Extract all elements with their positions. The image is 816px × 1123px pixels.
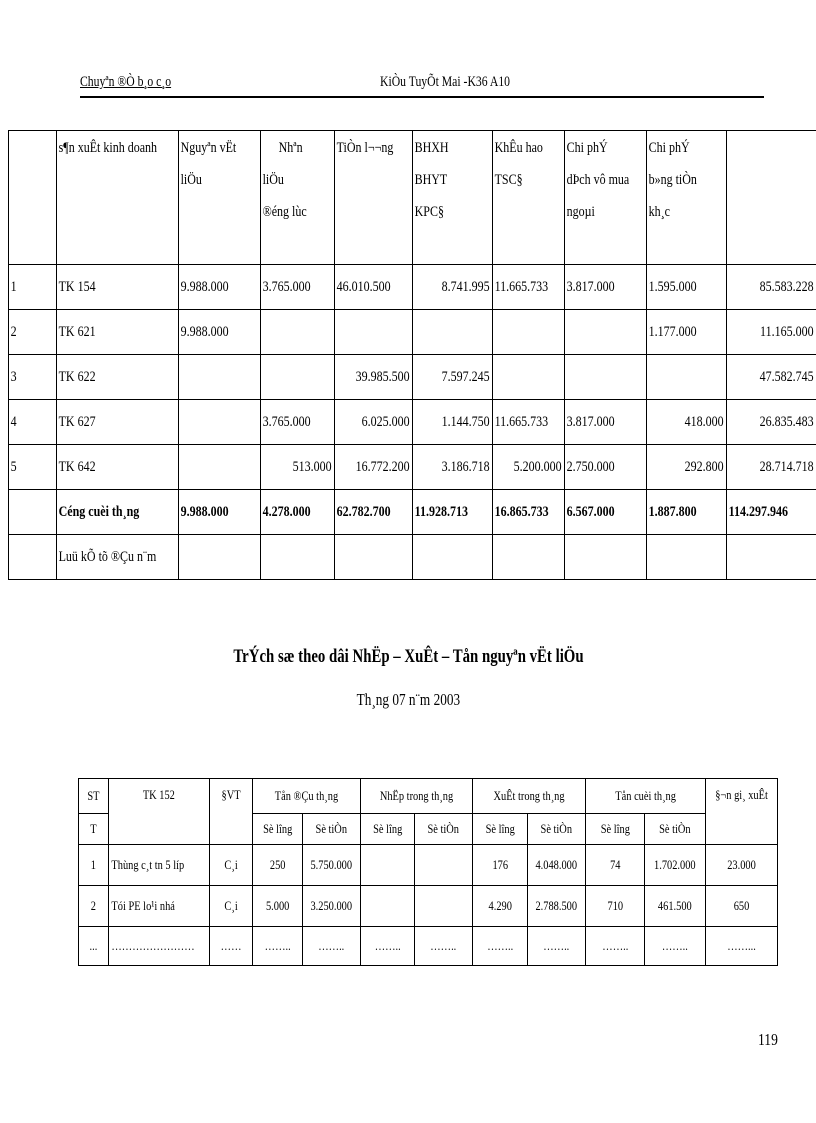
t2-cell: …….. — [303, 927, 361, 966]
t2-head-stt: ST — [79, 779, 109, 814]
t2-cell: 5.000 — [252, 886, 302, 927]
t1-cell: 4 — [9, 400, 57, 445]
header-author: KiÒu TuyÕt Mai -K36 A10 — [380, 74, 511, 90]
table1-row — [9, 355, 816, 400]
t1-cell: 3.765.000 — [261, 265, 335, 310]
t2-head-unit: §VT — [209, 779, 252, 845]
t2-cell: 176 — [472, 845, 528, 886]
t1-cell: 28.714.718 — [727, 445, 816, 490]
t1-cell: 2 — [9, 310, 57, 355]
t1-cell — [9, 535, 57, 580]
t1-cell — [179, 400, 261, 445]
t2-sub-6: Sè lîng — [585, 814, 645, 845]
t1-cell: 3.817.000 — [565, 265, 647, 310]
t2-head-closing: Tån cuèi th¸ng — [585, 779, 705, 814]
ledger-subtitle: Th¸ng 07 n¨m 2003 — [356, 690, 460, 709]
t1-cell — [565, 355, 647, 400]
t1-head-0 — [9, 131, 57, 265]
t1-cell: 5 — [9, 445, 57, 490]
table1-row — [9, 490, 816, 535]
t1-cell — [261, 355, 335, 400]
t1-cell: 1 — [9, 265, 57, 310]
t2-cell — [360, 845, 414, 886]
t1-cell — [493, 310, 565, 355]
t1-cell: 16.865.733 — [493, 490, 565, 535]
t1-cell: TK 642 — [57, 445, 179, 490]
t1-cell: 3 — [9, 355, 57, 400]
page-number: 119 — [758, 1030, 778, 1049]
t2-sub-2: Sè lîng — [360, 814, 414, 845]
t1-cell: Céng cuèi th¸ng — [57, 490, 179, 535]
ledger-title: TrÝch sæ theo dâi NhËp – XuÊt – Tån nguyªn vËt liÖu — [232, 646, 584, 667]
t1-cell: 85.583.228 — [727, 265, 816, 310]
t2-cell: 650 — [705, 886, 777, 927]
t2-cell: C¸i — [209, 886, 252, 927]
t2-sub-3: Sè tiÒn — [415, 814, 473, 845]
t2-cell: …….. — [415, 927, 473, 966]
t1-cell: Luü kÕ tõ ®Çu n¨m — [57, 535, 179, 580]
t1-cell: 11.665.733 — [493, 265, 565, 310]
t2-cell — [415, 886, 473, 927]
t1-cell: TK 627 — [57, 400, 179, 445]
header-left-title: Chuyªn ®Ò b¸o c¸o — [80, 74, 172, 90]
t1-cell: TK 622 — [57, 355, 179, 400]
t1-cell: 11.165.000 — [727, 310, 816, 355]
t1-cell: 47.582.745 — [727, 355, 816, 400]
t2-cell: …….. — [472, 927, 528, 966]
t1-cell: 11.928.713 — [413, 490, 493, 535]
t1-cell: TK 154 — [57, 265, 179, 310]
t2-cell: 23.000 — [705, 845, 777, 886]
t2-cell: Thùng c¸t tn 5 líp — [108, 845, 209, 886]
t1-head-8: Chi phÝ b»ng tiÒn kh¸c — [647, 131, 727, 265]
t2-cell: …….. — [645, 927, 706, 966]
table1-row — [9, 445, 816, 490]
t1-cell — [9, 490, 57, 535]
t1-cell: 6.567.000 — [565, 490, 647, 535]
t1-head-5: BHXH BHYT KPC§ — [413, 131, 493, 265]
t1-head-1: s¶n xuÊt kinh doanh — [57, 131, 179, 265]
t2-cell: …….. — [360, 927, 414, 966]
t1-cell — [493, 355, 565, 400]
t2-cell: 74 — [585, 845, 645, 886]
t1-cell: 1.177.000 — [647, 310, 727, 355]
t2-head-tk: TK 152 — [108, 779, 209, 845]
t1-cell: 1.887.800 — [647, 490, 727, 535]
t2-cell: …….. — [528, 927, 586, 966]
t1-cell: 62.782.700 — [335, 490, 413, 535]
t1-cell: 4.278.000 — [261, 490, 335, 535]
t2-sub-4: Sè lîng — [472, 814, 528, 845]
t1-cell: 9.988.000 — [179, 265, 261, 310]
t2-head-stt-t: T — [79, 814, 109, 845]
t2-cell: 461.500 — [645, 886, 706, 927]
t2-cell: 1 — [79, 845, 109, 886]
t1-cell: 9.988.000 — [179, 310, 261, 355]
table2-row — [79, 927, 778, 966]
t2-sub-5: Sè tiÒn — [528, 814, 586, 845]
table1-row — [9, 535, 816, 580]
t1-head-9 — [727, 131, 816, 265]
t1-cell: 6.025.000 — [335, 400, 413, 445]
t2-cell: ……... — [705, 927, 777, 966]
t2-cell: 710 — [585, 886, 645, 927]
t1-cell — [493, 535, 565, 580]
t1-cell: 3.765.000 — [261, 400, 335, 445]
t1-cell: 9.988.000 — [179, 490, 261, 535]
t1-cell: 292.800 — [647, 445, 727, 490]
t1-cell — [179, 355, 261, 400]
t2-sub-1: Sè tiÒn — [303, 814, 361, 845]
t1-cell: 3.817.000 — [565, 400, 647, 445]
t2-head-opening: Tån ®Çu th¸ng — [252, 779, 360, 814]
t1-cell: 418.000 — [647, 400, 727, 445]
t1-cell: 11.665.733 — [493, 400, 565, 445]
t1-cell — [179, 535, 261, 580]
t1-head-7: Chi phÝ dÞch vô mua ngoµi — [565, 131, 647, 265]
table1-row — [9, 400, 816, 445]
t2-cell: …….. — [585, 927, 645, 966]
t1-cell — [727, 535, 816, 580]
t1-head-3: Nhªn liÖu ®éng lùc — [261, 131, 335, 265]
t2-cell: 3.250.000 — [303, 886, 361, 927]
t2-cell — [415, 845, 473, 886]
table1-row — [9, 310, 816, 355]
t1-cell — [647, 535, 727, 580]
t1-head-2: Nguyªn vËt liÖu — [179, 131, 261, 265]
t2-sub-0: Sè lîng — [252, 814, 302, 845]
cost-allocation-table — [8, 130, 816, 580]
t1-cell — [335, 535, 413, 580]
t1-cell — [261, 310, 335, 355]
t1-cell: 3.186.718 — [413, 445, 493, 490]
t1-cell: 46.010.500 — [335, 265, 413, 310]
t1-cell — [413, 535, 493, 580]
t2-cell: 1.702.000 — [645, 845, 706, 886]
t1-cell: 39.985.500 — [335, 355, 413, 400]
header-rule — [80, 96, 764, 98]
t2-cell: 250 — [252, 845, 302, 886]
t1-cell — [179, 445, 261, 490]
t1-cell — [261, 535, 335, 580]
t1-cell: 1.144.750 — [413, 400, 493, 445]
t1-cell: 5.200.000 — [493, 445, 565, 490]
t1-head-6: KhÊu hao TSC§ — [493, 131, 565, 265]
t2-cell: 2 — [79, 886, 109, 927]
t1-cell — [413, 310, 493, 355]
table1-row — [9, 265, 816, 310]
t1-cell: 2.750.000 — [565, 445, 647, 490]
t1-cell: 16.772.200 — [335, 445, 413, 490]
t1-cell — [565, 535, 647, 580]
t2-head-out: XuÊt trong th¸ng — [472, 779, 585, 814]
t2-cell: 4.048.000 — [528, 845, 586, 886]
t2-header-row-1 — [79, 779, 778, 814]
inventory-ledger-table — [78, 778, 778, 966]
t1-cell: 1.595.000 — [647, 265, 727, 310]
t1-cell: 513.000 — [261, 445, 335, 490]
table2-row — [79, 845, 778, 886]
t2-head-price: §¬n gi¸ xuÊt — [705, 779, 777, 845]
t2-cell: 4.290 — [472, 886, 528, 927]
t2-cell: ... — [79, 927, 109, 966]
t1-cell — [647, 355, 727, 400]
t1-head-4: TiÒn l¬¬ng — [335, 131, 413, 265]
table1-header-row — [9, 131, 816, 265]
t1-cell: 8.741.995 — [413, 265, 493, 310]
t1-cell: TK 621 — [57, 310, 179, 355]
t2-cell: 2.788.500 — [528, 886, 586, 927]
t2-cell: …………………… — [108, 927, 209, 966]
t2-cell: Tói PE lo¹i nhá — [108, 886, 209, 927]
t2-head-in: NhËp trong th¸ng — [360, 779, 472, 814]
t1-cell — [565, 310, 647, 355]
t2-cell — [360, 886, 414, 927]
table2-row — [79, 886, 778, 927]
t2-cell: C¸i — [209, 845, 252, 886]
t2-cell: …… — [209, 927, 252, 966]
t1-cell — [335, 310, 413, 355]
t2-cell: 5.750.000 — [303, 845, 361, 886]
t2-cell: …….. — [252, 927, 302, 966]
t2-sub-7: Sè tiÒn — [645, 814, 706, 845]
t1-cell: 7.597.245 — [413, 355, 493, 400]
t1-cell: 26.835.483 — [727, 400, 816, 445]
t1-cell: 114.297.946 — [727, 490, 816, 535]
